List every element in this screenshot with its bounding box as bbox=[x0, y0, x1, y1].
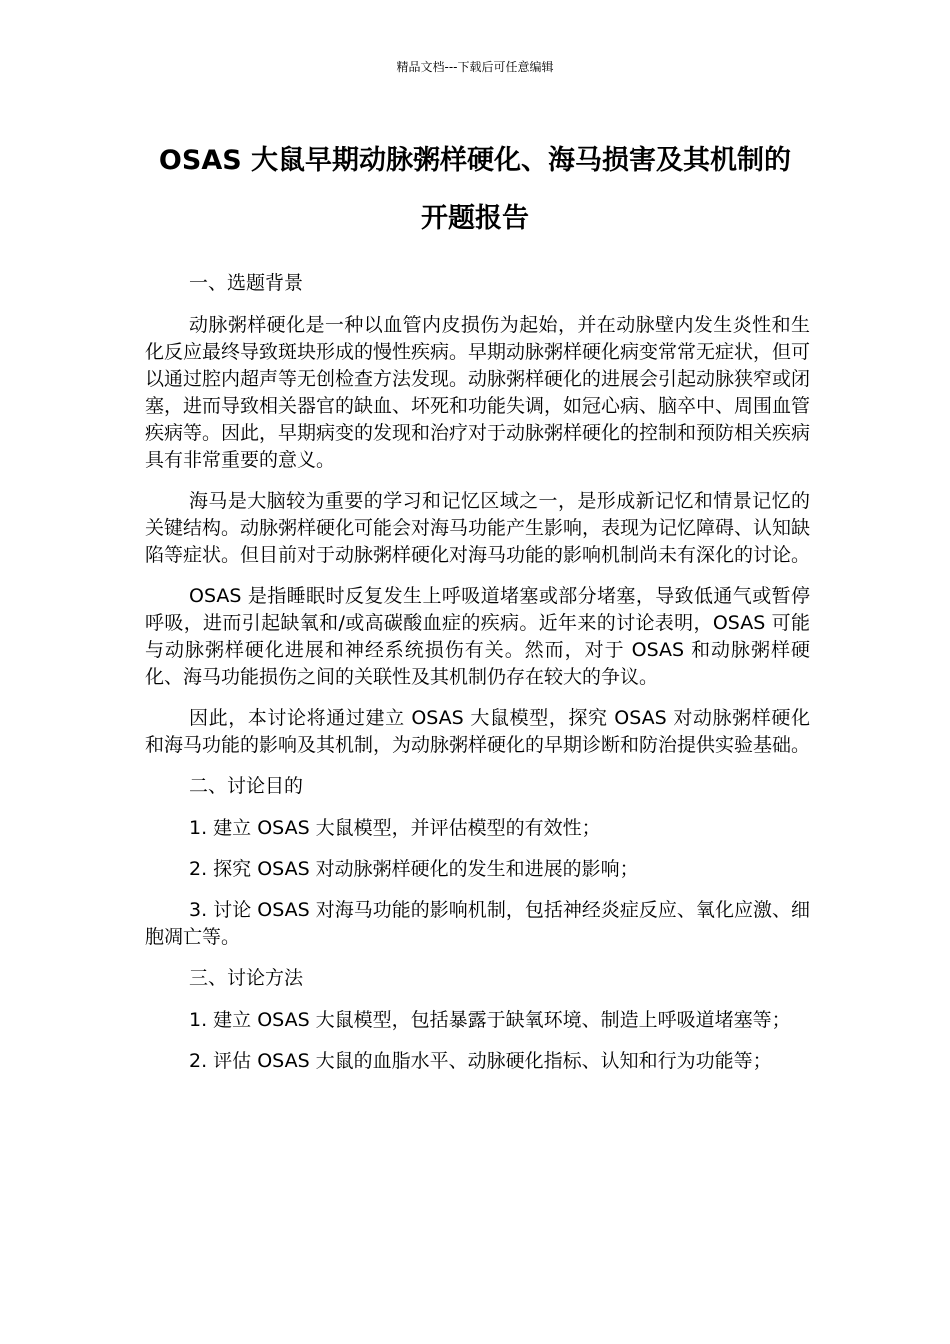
objective-item-2: 2. 探究 OSAS 对动脉粥样硬化的发生和进展的影响； bbox=[189, 858, 639, 880]
document-title-line-1: OSAS 大鼠早期动脉粥样硬化、海马损害及其机制的 bbox=[158, 145, 792, 176]
paragraph-atherosclerosis: 动脉粥样硬化是一种以血管内皮损伤为起始，并在动脉壁内发生炎性和生化反应最终导致斑块形成的慢性疾病。早期动脉粥样硬化病变常常无症状，但可以通过腔内超声等无创检查方法发现。动脉粥样硬化的进展会引起动脉狭窄或闭塞，进而导致相关器官的缺血、坏死和功能失调，如冠心病、脑卒中、周围血管疾病等。因此，早期病变的发现和治疗对于动脉粥样硬化的控制和预防相关疾病具有非常重要的意义。 bbox=[145, 314, 811, 471]
paragraph-osas: OSAS 是指睡眠时反复发生上呼吸道堵塞或部分堵塞，导致低通气或暂停呼吸，进而引起缺氧和/或高碳酸血症的疾病。近年来的讨论表明，OSAS 可能与动脉粥样硬化进展和神经系统损伤有关。然而，对于 OSAS 和动脉粥样硬化、海马功能损伤之间的关联性及其机制仍存在较大的争议。 bbox=[145, 585, 810, 688]
section-heading-methods: 三、讨论方法 bbox=[189, 967, 304, 989]
section-heading-objectives: 二、讨论目的 bbox=[189, 775, 304, 797]
document-title-line-2: 开题报告 bbox=[421, 203, 529, 234]
document-body bbox=[145, 270, 810, 1089]
objective-item-3: 3. 讨论 OSAS 对海马功能的影响机制，包括神经炎症反应、氧化应激、细胞凋亡等。 bbox=[145, 899, 810, 948]
section-heading-background: 一、选题背景 bbox=[189, 272, 304, 294]
method-item-2: 2. 评估 OSAS 大鼠的血脂水平、动脉硬化指标、认知和行为功能等； bbox=[189, 1050, 772, 1072]
paragraph-hippocampus: 海马是大脑较为重要的学习和记忆区域之一，是形成新记忆和情景记忆的关键结构。动脉粥样硬化可能会对海马功能产生影响，表现为记忆障碍、认知缺陷等症状。但目前对于动脉粥样硬化对海马功能的影响机制尚未有深化的讨论。 bbox=[145, 490, 811, 566]
objective-item-1: 1. 建立 OSAS 大鼠模型，并评估模型的有效性； bbox=[189, 817, 601, 839]
paragraph-study-aim: 因此，本讨论将通过建立 OSAS 大鼠模型，探究 OSAS 对动脉粥样硬化和海马功能的影响及其机制，为动脉粥样硬化的早期诊断和防治提供实验基础。 bbox=[145, 707, 811, 756]
method-item-1: 1. 建立 OSAS 大鼠模型，包括暴露于缺氧环境、制造上呼吸道堵塞等； bbox=[189, 1009, 791, 1031]
page-header-note: 精品文档---下载后可任意编辑 bbox=[396, 60, 554, 74]
